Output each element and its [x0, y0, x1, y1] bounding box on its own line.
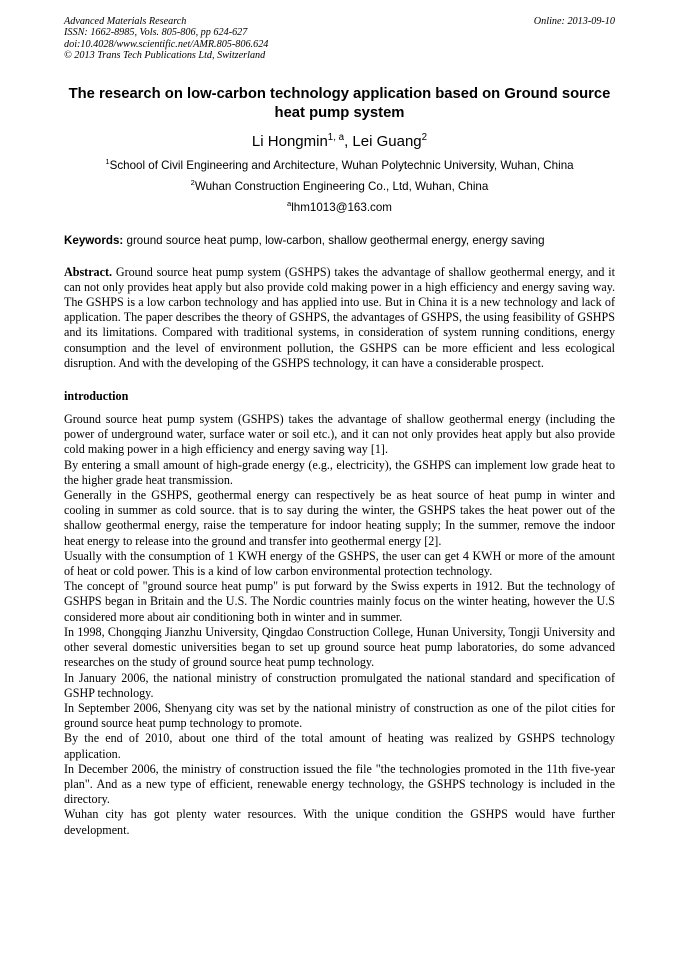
abstract	[64, 265, 615, 371]
author-separator: ,	[344, 132, 353, 150]
journal-name: Advanced Materials Research	[64, 16, 187, 27]
keywords	[64, 234, 615, 248]
paragraph: The concept of "ground source heat pump" is put forward by the Swiss experts in 1912. But the technology of GSHPS began in Britain and the U.S. The Nordic countries mainly focus on the winter heating, however the U.S considered more about air conditioning both in winter and in summer.	[64, 579, 615, 624]
paper-title: The research on low-carbon technology application based on Ground source heat pump system	[68, 85, 611, 121]
author-superscript: 1, a	[327, 131, 345, 143]
abstract-text: Ground source heat pump system (GSHPS) takes the advantage of shallow geothermal energy, and it can not only provides heat apply but also provide cold making power in a high efficiency and energy saving way. The GSHPS is a low carbon technology and has applied into use. But in China it is a new technology and lack of application. The paper describes the theory of GSHPS, the advantages of GSHPS, the using feasibility of GSHPS and its limitations. Compared with traditional systems, in consideration of system running conditions, energy consumption and the level of environment pollution, the GSHPS can be more efficient and less ecological disruption. And with the developing of the GSHPS technology, it can have a considerable prospect.	[64, 264, 615, 370]
affiliation-text: School of Civil Engineering and Architecture, Wuhan Polytechnic University, Wuhan, China	[109, 158, 574, 172]
affiliation-marker: 1	[105, 156, 110, 166]
keywords-text: ground source heat pump, low-carbon, shallow geothermal energy, energy saving	[123, 233, 545, 247]
affiliation-2	[64, 177, 615, 194]
abstract-label: Abstract.	[64, 264, 113, 279]
author-superscript: 2	[421, 131, 428, 143]
journal-header	[64, 16, 615, 62]
paragraph: In December 2006, the ministry of construction issued the file "the technologies promoted in the 11th five-year plan". And as a new type of efficient, renewable energy technology, the GSHPS technology is included in the directory.	[64, 761, 615, 807]
email-marker: a	[287, 198, 292, 208]
paragraph: Usually with the consumption of 1 KWH energy of the GSHPS, the user can get 4 KWH or more of the amount of heat or cold power. This is a kind of low carbon environmental protection technology.	[64, 548, 615, 579]
paragraph: Generally in the GSHPS, geothermal energy can respectively be as heat source of heat pump in winter and cooling in summer as cold source. that is to say during the winter, the GSHPS takes the heat power out of the shallow geothermal energy, raise the temperature for indoor heating supply; In the summer, remove the indoor heat energy to release into the ground and transfer into geothermal energy [2].	[64, 488, 615, 548]
paragraph: In 1998, Chongqing Jianzhu University, Qingdao Construction College, Hunan University, Tongji University and other several domestic universities began to set up ground source heat pump laboratories, do some advanced researches on the study of ground source heat pump technology.	[64, 624, 615, 670]
email-text: lhm1013@163.com	[291, 200, 392, 214]
introduction-body	[64, 412, 615, 838]
paragraph: Ground source heat pump system (GSHPS) takes the advantage of shallow geothermal energy (including the power of underground water, surface water or soil etc.), and it can not only provides heat apply but also provide cold making power in a high efficiency and energy saving way [1].	[64, 412, 615, 457]
copyright-line: © 2013 Trans Tech Publications Ltd, Switzerland	[64, 50, 266, 62]
issn-line: ISSN: 1662-8985, Vols. 805-806, pp 624-627	[64, 27, 248, 39]
paragraph: In January 2006, the national ministry of construction promulgated the national standard and specification of GSHP technology.	[64, 670, 615, 700]
journal-info	[64, 16, 268, 62]
author-email	[64, 198, 615, 215]
keywords-label: Keywords:	[64, 233, 124, 247]
online-date: Online: 2013-09-10	[533, 16, 615, 27]
affiliation-text: Wuhan Construction Engineering Co., Ltd, Wuhan, China	[194, 179, 489, 193]
paragraph: Wuhan city has got plenty water resources. With the unique condition the GSHPS would have further development.	[64, 807, 615, 837]
paragraph: In September 2006, Shenyang city was set by the national ministry of construction as one of the pilot cities for ground source heat pump technology to promote.	[64, 700, 615, 731]
section-heading-introduction: introduction	[64, 389, 129, 404]
author-name: Lei Guang	[352, 132, 422, 150]
doi-line: doi:10.4028/www.scientific.net/AMR.805-806.624	[64, 38, 269, 50]
author-name: Li Hongmin	[251, 132, 328, 150]
affiliation-marker: 2	[190, 177, 195, 187]
author-line	[64, 133, 615, 151]
paragraph: By entering a small amount of high-grade energy (e.g., electricity), the GSHPS can implement low grade heat to the higher grade heat transmission.	[64, 457, 615, 487]
affiliation-1	[64, 156, 615, 173]
paragraph: By the end of 2010, about one third of the total amount of heating was realized by GSHPS technology application.	[64, 731, 615, 761]
paper-page	[64, 16, 615, 838]
